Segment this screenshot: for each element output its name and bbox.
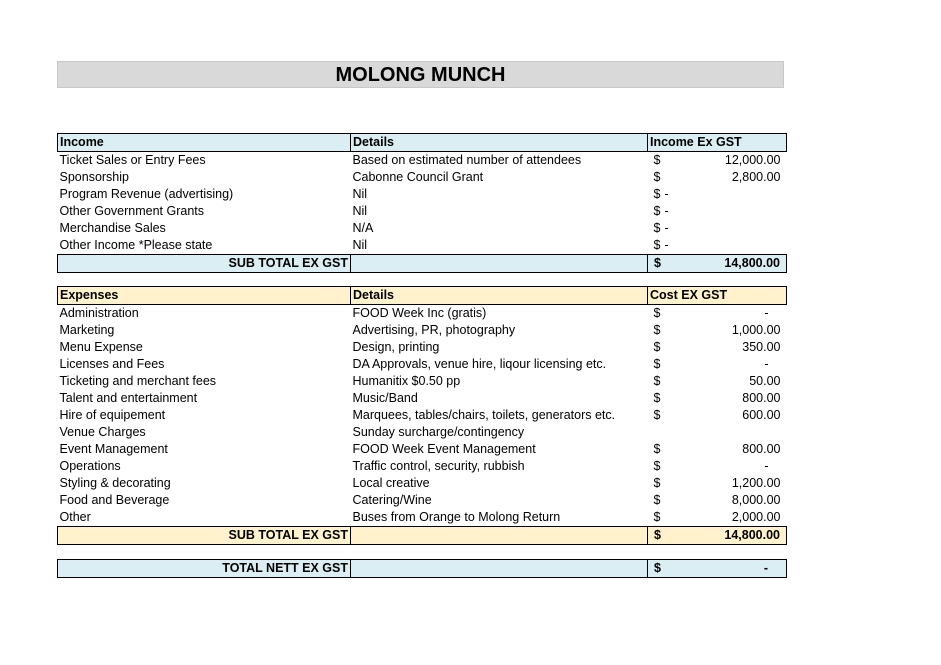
expenses-amount-cell — [648, 492, 787, 509]
income-subtotal-details — [351, 255, 648, 273]
income-row — [58, 152, 787, 170]
income-currency: $ — [653, 204, 661, 218]
expenses-row — [58, 441, 787, 458]
total-nett-amount-cell — [648, 560, 787, 578]
income-currency: $ — [653, 221, 661, 235]
expenses-item: Menu Expense — [59, 340, 143, 354]
income-header-details: Details — [351, 134, 648, 152]
expenses-item: Ticketing and merchant fees — [59, 374, 217, 388]
income-subtotal-amount: 14,800.00 — [724, 256, 780, 270]
expenses-header-label: Expenses — [58, 287, 351, 305]
expenses-amount: - — [764, 357, 769, 371]
income-item: Program Revenue (advertising) — [59, 187, 234, 201]
income-details: N/A — [352, 221, 374, 235]
expenses-amount: - — [764, 459, 769, 473]
expenses-amount: 2,000.00 — [731, 510, 781, 524]
expenses-row — [58, 407, 787, 424]
expenses-item: Event Management — [59, 442, 168, 456]
expenses-amount: 8,000.00 — [731, 493, 781, 507]
expenses-amount-cell — [648, 339, 787, 356]
expenses-currency: $ — [653, 357, 661, 371]
income-subtotal-label: SUB TOTAL EX GST — [58, 255, 351, 273]
expenses-header-amount: Cost EX GST — [648, 287, 787, 305]
expenses-currency: $ — [653, 510, 661, 524]
expenses-details: FOOD Week Event Management — [352, 442, 536, 456]
expenses-row — [58, 390, 787, 407]
income-currency: $ — [653, 170, 661, 184]
income-amount: - — [664, 221, 669, 235]
expenses-subtotal-details — [351, 527, 648, 545]
expenses-amount-cell — [648, 509, 787, 527]
expenses-amount-cell — [648, 390, 787, 407]
expenses-currency: $ — [653, 442, 661, 456]
income-amount-cell — [648, 237, 787, 255]
income-amount-cell — [648, 220, 787, 237]
expenses-row — [58, 322, 787, 339]
expenses-amount: 800.00 — [742, 442, 781, 456]
income-details: Cabonne Council Grant — [352, 170, 484, 184]
income-currency: $ — [653, 187, 661, 201]
income-item: Ticket Sales or Entry Fees — [59, 153, 206, 167]
expenses-amount-cell — [648, 322, 787, 339]
income-item: Sponsorship — [59, 170, 129, 184]
income-row — [58, 237, 787, 255]
expenses-row — [58, 492, 787, 509]
expenses-amount-cell — [648, 356, 787, 373]
expenses-amount-cell — [648, 424, 787, 441]
expenses-row — [58, 356, 787, 373]
income-amount-cell — [648, 186, 787, 203]
total-nett-currency: $ — [654, 561, 661, 575]
expenses-amount: 600.00 — [742, 408, 781, 422]
expenses-item: Other — [59, 510, 91, 524]
income-currency: $ — [653, 238, 661, 252]
income-table — [57, 133, 787, 273]
expenses-amount: 50.00 — [749, 374, 781, 388]
expenses-row — [58, 424, 787, 441]
expenses-details: FOOD Week Inc (gratis) — [352, 306, 487, 320]
income-item: Other Government Grants — [59, 204, 205, 218]
income-subtotal-currency: $ — [654, 256, 661, 270]
expenses-amount-cell — [648, 458, 787, 475]
expenses-currency: $ — [653, 306, 661, 320]
expenses-details: Design, printing — [352, 340, 440, 354]
total-table — [57, 559, 787, 578]
expenses-table — [57, 286, 787, 545]
expenses-item: Licenses and Fees — [59, 357, 165, 371]
expenses-details: DA Approvals, venue hire, liqour licensing etc. — [352, 357, 607, 371]
expenses-subtotal-currency: $ — [654, 528, 661, 542]
expenses-currency: $ — [653, 323, 661, 337]
income-item: Other Income *Please state — [59, 238, 213, 252]
income-row — [58, 186, 787, 203]
expenses-subtotal-row — [58, 527, 787, 545]
expenses-item: Talent and entertainment — [59, 391, 198, 405]
income-details: Nil — [352, 204, 368, 218]
income-details: Nil — [352, 187, 368, 201]
expenses-subtotal-amount-cell — [648, 527, 787, 545]
expenses-amount: 800.00 — [742, 391, 781, 405]
expenses-item: Operations — [59, 459, 121, 473]
expenses-item: Administration — [59, 306, 139, 320]
total-nett-row — [58, 560, 787, 578]
income-item: Merchandise Sales — [59, 221, 166, 235]
expenses-header-row — [58, 287, 787, 305]
expenses-currency: $ — [653, 374, 661, 388]
expenses-details: Buses from Orange to Molong Return — [352, 510, 561, 524]
income-amount: 2,800.00 — [731, 170, 781, 184]
expenses-row — [58, 373, 787, 390]
expenses-details: Humanitix $0.50 pp — [352, 374, 461, 388]
expenses-details: Local creative — [352, 476, 430, 490]
income-row — [58, 203, 787, 220]
expenses-row — [58, 509, 787, 527]
expenses-subtotal-amount: 14,800.00 — [724, 528, 780, 542]
income-amount: - — [664, 187, 669, 201]
expenses-amount-cell — [648, 305, 787, 323]
expenses-header-details: Details — [351, 287, 648, 305]
expenses-details: Sunday surcharge/contingency — [352, 425, 525, 439]
income-details: Based on estimated number of attendees — [352, 153, 582, 167]
expenses-amount: 350.00 — [742, 340, 781, 354]
expenses-amount: 1,200.00 — [731, 476, 781, 490]
expenses-subtotal-label: SUB TOTAL EX GST — [58, 527, 351, 545]
expenses-item: Hire of equipement — [59, 408, 166, 422]
expenses-currency: $ — [653, 391, 661, 405]
expenses-details: Advertising, PR, photography — [352, 323, 516, 337]
sheet-title: MOLONG MUNCH — [57, 61, 784, 88]
income-amount-cell — [648, 152, 787, 170]
expenses-amount-cell — [648, 441, 787, 458]
expenses-amount: - — [764, 306, 769, 320]
total-nett-amount: - — [763, 561, 768, 575]
expenses-details: Marquees, tables/chairs, toilets, generators etc. — [352, 408, 616, 422]
expenses-item: Venue Charges — [59, 425, 146, 439]
income-details: Nil — [352, 238, 368, 252]
income-amount-cell — [648, 169, 787, 186]
expenses-amount-cell — [648, 475, 787, 492]
expenses-details: Music/Band — [352, 391, 418, 405]
income-subtotal-amount-cell — [648, 255, 787, 273]
income-subtotal-row — [58, 255, 787, 273]
expenses-details: Traffic control, security, rubbish — [352, 459, 525, 473]
income-row — [58, 220, 787, 237]
expenses-currency: $ — [653, 408, 661, 422]
income-amount: - — [664, 238, 669, 252]
expenses-details: Catering/Wine — [352, 493, 432, 507]
income-header-amount: Income Ex GST — [648, 134, 787, 152]
expenses-item: Marketing — [59, 323, 115, 337]
expenses-item: Food and Beverage — [59, 493, 170, 507]
total-nett-label: TOTAL NETT EX GST — [58, 560, 351, 578]
income-header-row — [58, 134, 787, 152]
expenses-amount-cell — [648, 407, 787, 424]
income-amount: 12,000.00 — [724, 153, 781, 167]
expenses-row — [58, 305, 787, 323]
income-amount-cell — [648, 203, 787, 220]
expenses-currency: $ — [653, 493, 661, 507]
expenses-currency: $ — [653, 459, 661, 473]
income-amount: - — [664, 204, 669, 218]
expenses-item: Styling & decorating — [59, 476, 171, 490]
total-nett-details — [351, 560, 648, 578]
income-currency: $ — [653, 153, 661, 167]
expenses-row — [58, 339, 787, 356]
expenses-amount-cell — [648, 373, 787, 390]
expenses-row — [58, 458, 787, 475]
expenses-currency: $ — [653, 340, 661, 354]
expenses-currency: $ — [653, 476, 661, 490]
expenses-amount: 1,000.00 — [731, 323, 781, 337]
expenses-row — [58, 475, 787, 492]
income-header-label: Income — [58, 134, 351, 152]
income-row — [58, 169, 787, 186]
